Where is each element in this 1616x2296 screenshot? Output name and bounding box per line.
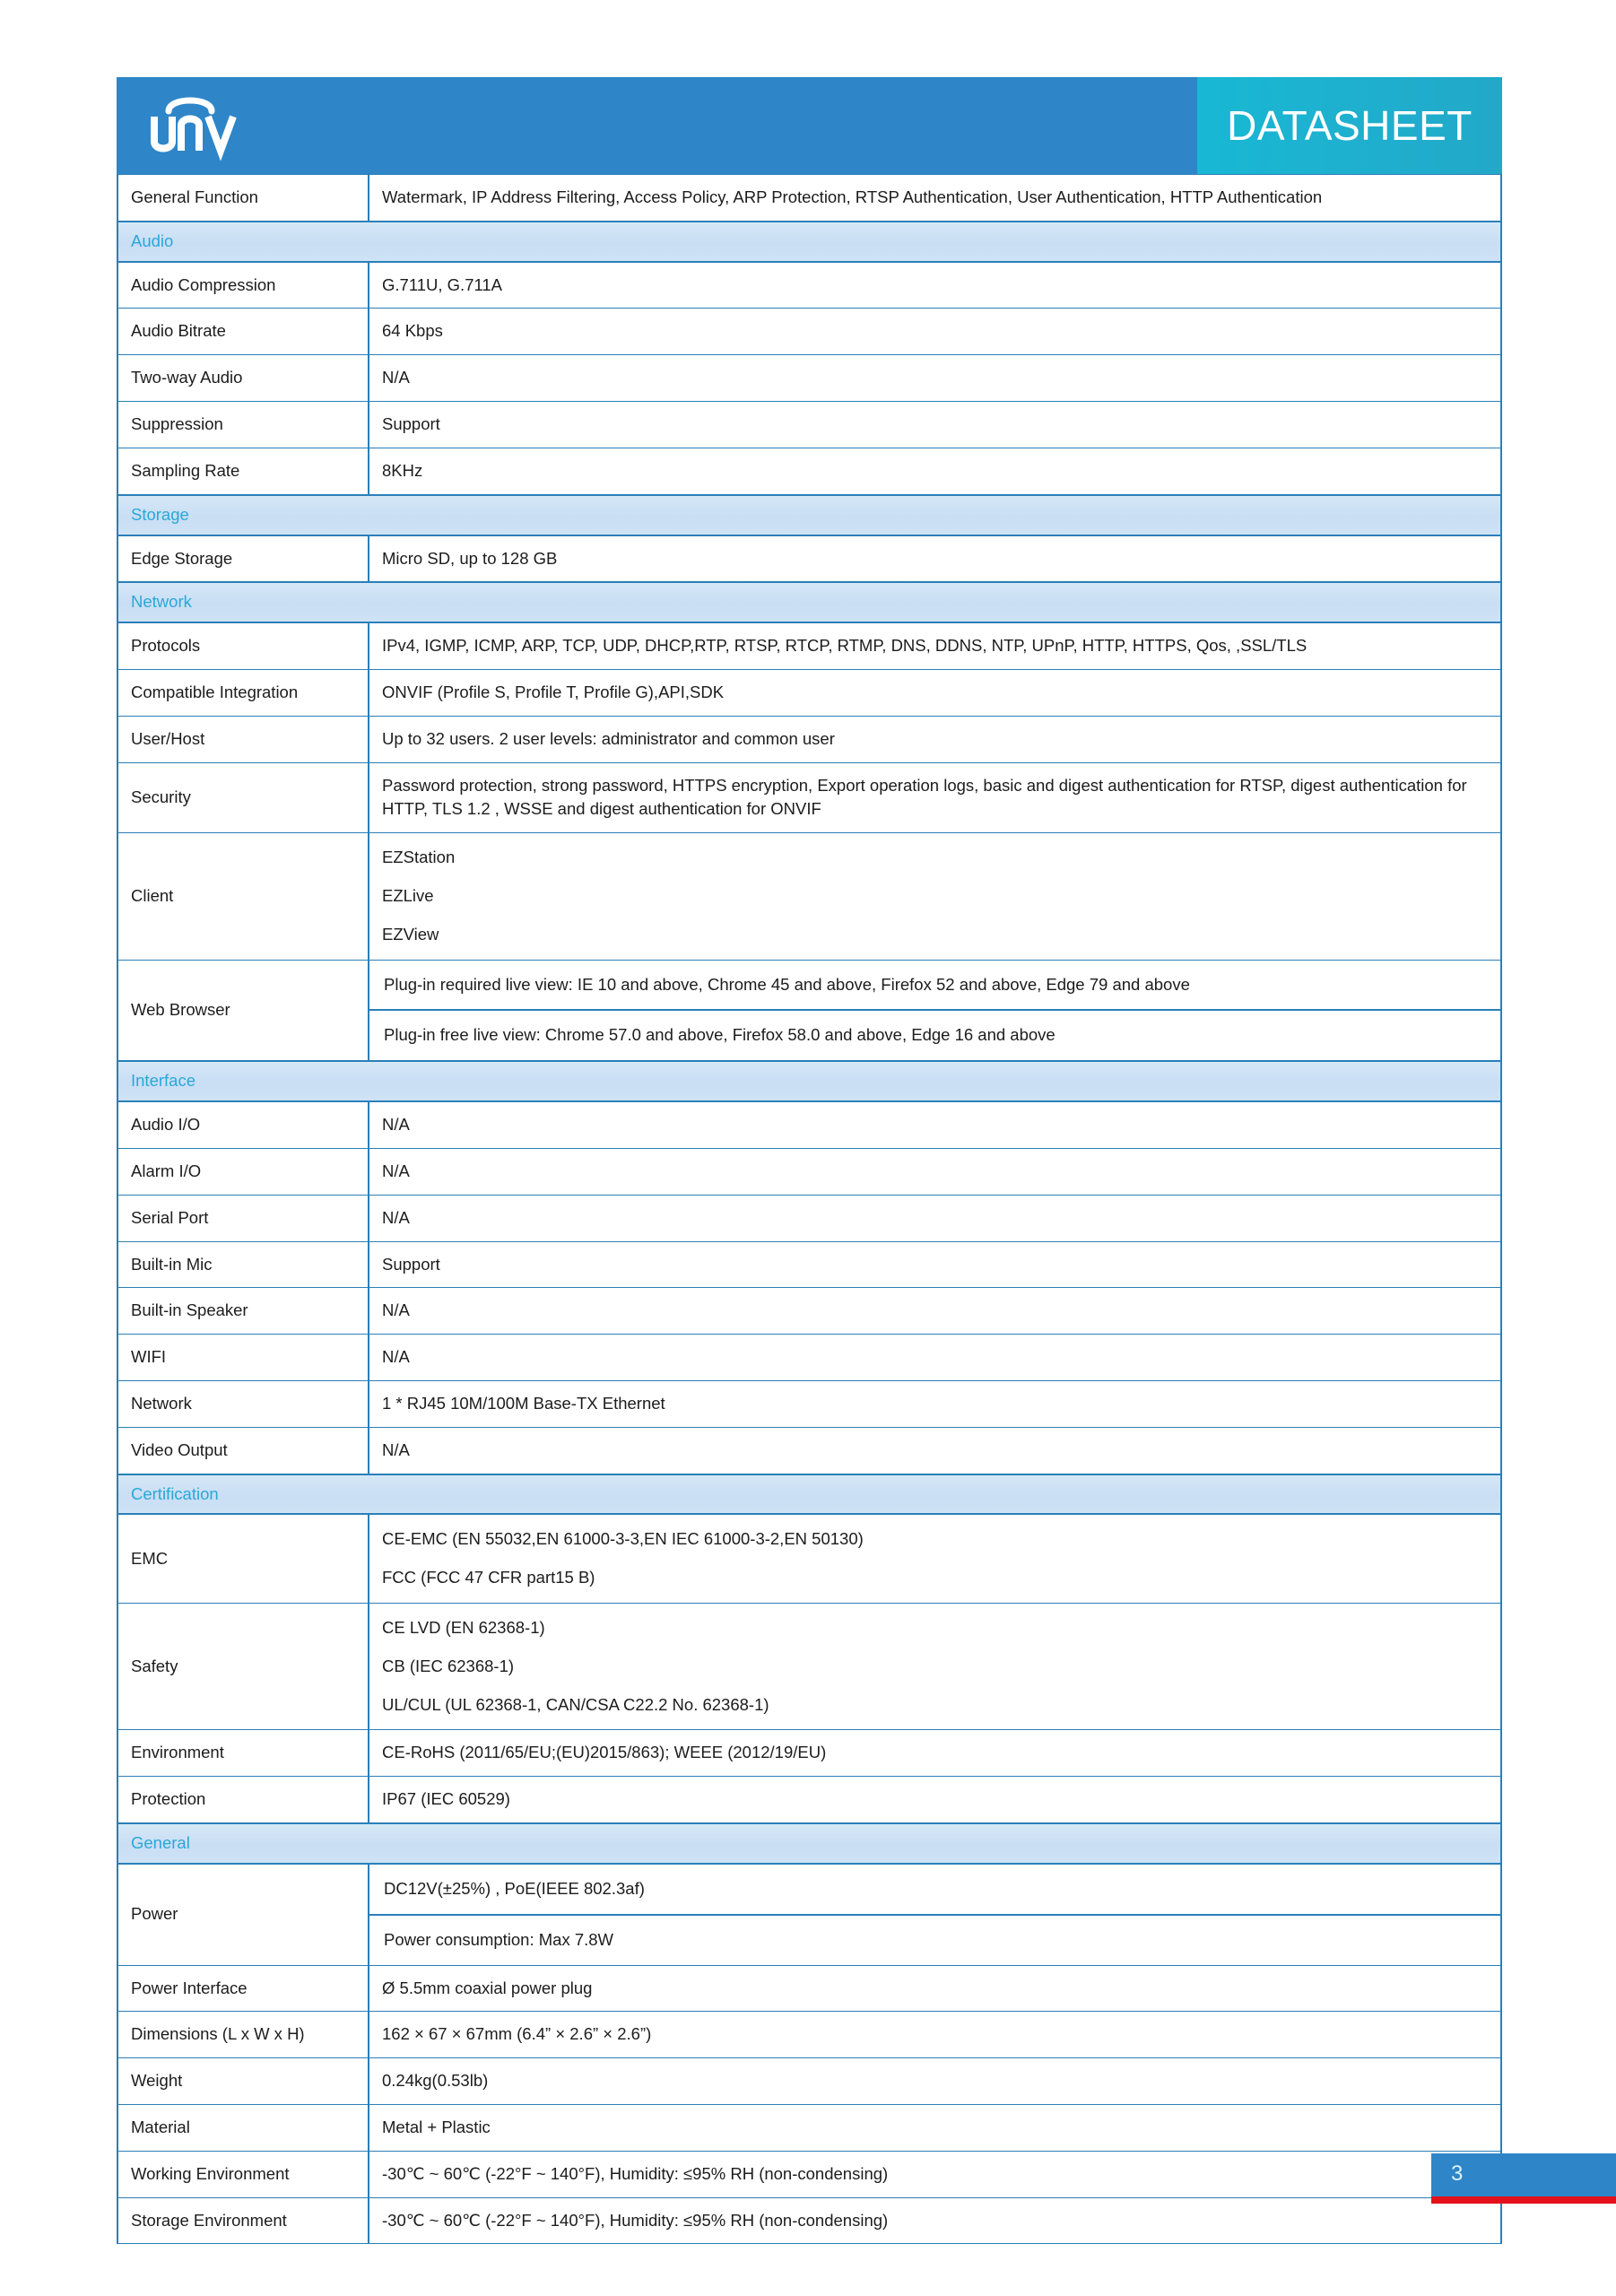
table-row [117, 1195, 1501, 1241]
spec-value: G.711U, G.711A [369, 262, 1501, 309]
spec-value: Up to 32 users. 2 user levels: administrator and common user [369, 716, 1501, 762]
table-row [117, 833, 1501, 960]
table-row [117, 960, 1501, 1061]
spec-value-line: EZLive [382, 886, 434, 905]
spec-value: Support [369, 402, 1501, 448]
table-row [117, 669, 1501, 716]
spec-value: 0.24kg(0.53lb) [369, 2058, 1501, 2105]
spec-label: Material [117, 2104, 369, 2151]
table-row [117, 1864, 1501, 1965]
spec-value: Support [369, 1241, 1501, 1288]
spec-label: Dimensions (L x W x H) [117, 2012, 369, 2058]
section-header-label: Audio [117, 222, 1501, 262]
spec-value-line: CB (IEC 62368-1) [382, 1656, 515, 1675]
spec-label: Alarm I/O [117, 1148, 369, 1195]
table-row [117, 1288, 1501, 1335]
section-header-row [117, 1823, 1501, 1864]
header-brand-area [117, 77, 1197, 174]
spec-value-line: CE-EMC (EN 55032,EN 61000-3-3,EN IEC 61000-3-2,EN 50130) [382, 1529, 864, 1549]
table-row [117, 1148, 1501, 1195]
spec-label: EMC [117, 1514, 369, 1603]
spec-value-line: CE LVD (EN 62368-1) [382, 1618, 545, 1637]
spec-value: IP67 (IEC 60529) [369, 1777, 1501, 1823]
table-row [117, 175, 1501, 222]
table-row [117, 309, 1501, 355]
table-row [117, 1514, 1501, 1603]
spec-value: N/A [369, 1335, 1501, 1381]
table-row [117, 2012, 1501, 2058]
spec-label: Built-in Speaker [117, 1288, 369, 1335]
section-header-row [117, 1474, 1501, 1515]
datasheet-banner [1197, 77, 1502, 174]
page-header [117, 77, 1502, 174]
table-row [117, 622, 1501, 669]
table-row [117, 1965, 1501, 2012]
page-number: 3 [1451, 2161, 1464, 2186]
spec-value: 64 Kbps [369, 309, 1501, 355]
table-row [117, 1730, 1501, 1777]
table-row [117, 2197, 1501, 2244]
spec-value: -30℃ ~ 60℃ (-22°F ~ 140°F), Humidity: ≤95% RH (non-condensing) [369, 2197, 1501, 2244]
spec-value: N/A [369, 1288, 1501, 1335]
spec-label: Power Interface [117, 1965, 369, 2012]
table-row [117, 262, 1501, 309]
spec-value: N/A [369, 1195, 1501, 1241]
table-row [117, 1604, 1501, 1730]
spec-label: WIFI [117, 1335, 369, 1381]
spec-label: Audio Compression [117, 262, 369, 309]
spec-label: General Function [117, 175, 369, 222]
spec-value [369, 960, 1501, 1061]
spec-value-subcell: DC12V(±25%) , PoE(IEEE 802.3af) [369, 1865, 1500, 1916]
spec-value: N/A [369, 355, 1501, 402]
section-header-row [117, 222, 1501, 262]
spec-value: ONVIF (Profile S, Profile T, Profile G),API,SDK [369, 669, 1501, 716]
spec-value-subcell: Plug-in required live view: IE 10 and above, Chrome 45 and above, Firefox 52 and above, Edge 79 and above [369, 961, 1500, 1012]
spec-label: User/Host [117, 716, 369, 762]
table-row [117, 1380, 1501, 1427]
spec-value [369, 1864, 1501, 1965]
spec-value: 1 * RJ45 10M/100M Base-TX Ethernet [369, 1380, 1501, 1427]
table-row [117, 448, 1501, 494]
section-header-row [117, 495, 1501, 535]
spec-value: Password protection, strong password, HTTPS encryption, Export operation logs, basic and digest authentication for RTSP, digest authentication for HTTP, TLS 1.2 , WSSE and digest authentication for ONVIF [369, 762, 1501, 833]
spec-label: Client [117, 833, 369, 960]
table-row [117, 2058, 1501, 2105]
spec-label: Power [117, 1864, 369, 1965]
spec-label: Weight [117, 2058, 369, 2105]
table-row [117, 1335, 1501, 1381]
spec-value-subcell: Plug-in free live view: Chrome 57.0 and above, Firefox 58.0 and above, Edge 16 and above [384, 1025, 1056, 1045]
spec-label: Protocols [117, 622, 369, 669]
spec-label: Working Environment [117, 2151, 369, 2197]
table-row [117, 355, 1501, 402]
spec-value: Watermark, IP Address Filtering, Access Policy, ARP Protection, RTSP Authentication, User Authentication, HTTP Authentication [369, 175, 1501, 222]
footer-red-rule [1431, 2196, 1616, 2204]
spec-label: Compatible Integration [117, 669, 369, 716]
spec-label: Audio Bitrate [117, 309, 369, 355]
spec-value: CE-RoHS (2011/65/EU;(EU)2015/863); WEEE (2012/19/EU) [369, 1730, 1501, 1777]
section-header-row [117, 1061, 1501, 1101]
spec-value: N/A [369, 1101, 1501, 1148]
table-row [117, 762, 1501, 833]
unv-logo-icon [142, 90, 285, 161]
spec-value: 8KHz [369, 448, 1501, 494]
spec-label: Audio I/O [117, 1101, 369, 1148]
table-row [117, 1241, 1501, 1288]
spec-label: Suppression [117, 402, 369, 448]
spec-value: Metal + Plastic [369, 2104, 1501, 2151]
spec-label: Safety [117, 1604, 369, 1730]
spec-label: Protection [117, 1777, 369, 1823]
datasheet-title: DATASHEET [1227, 102, 1473, 149]
spec-value-line: EZStation [382, 848, 456, 867]
spec-value-subcell: Power consumption: Max 7.8W [384, 1929, 614, 1949]
specification-table [117, 174, 1502, 2244]
section-header-label: Certification [117, 1474, 1501, 1515]
table-row [117, 2151, 1501, 2197]
spec-label: Web Browser [117, 960, 369, 1061]
spec-label: Storage Environment [117, 2197, 369, 2244]
section-header-label: Storage [117, 495, 1501, 535]
spec-value [369, 1604, 1501, 1730]
spec-value: -30℃ ~ 60℃ (-22°F ~ 140°F), Humidity: ≤95% RH (non-condensing) [369, 2151, 1501, 2197]
spec-value-line: FCC (FCC 47 CFR part15 B) [382, 1568, 595, 1587]
spec-label: Video Output [117, 1427, 369, 1474]
table-row [117, 1427, 1501, 1474]
spec-label: Sampling Rate [117, 448, 369, 494]
spec-value [369, 833, 1501, 960]
table-row [117, 1101, 1501, 1148]
spec-value: IPv4, IGMP, ICMP, ARP, TCP, UDP, DHCP,RTP, RTSP, RTCP, RTMP, DNS, DDNS, NTP, UPnP, HTTP, HTTPS, Qos, ,SSL/TLS [369, 622, 1501, 669]
table-row [117, 2104, 1501, 2151]
section-header-row [117, 582, 1501, 622]
spec-label: Serial Port [117, 1195, 369, 1241]
section-header-label: General [117, 1823, 1501, 1864]
footer-page-bar [1431, 2153, 1616, 2200]
spec-value: Micro SD, up to 128 GB [369, 535, 1501, 583]
spec-label: Environment [117, 1730, 369, 1777]
spec-label: Built-in Mic [117, 1241, 369, 1288]
section-header-label: Interface [117, 1061, 1501, 1101]
table-row [117, 535, 1501, 583]
spec-label: Two-way Audio [117, 355, 369, 402]
table-row [117, 402, 1501, 448]
table-row [117, 716, 1501, 762]
spec-value-line: EZView [382, 924, 439, 944]
spec-label: Network [117, 1380, 369, 1427]
specification-table-body [117, 175, 1501, 2244]
spec-value: Ø 5.5mm coaxial power plug [369, 1965, 1501, 2012]
spec-value [369, 1514, 1501, 1603]
spec-label: Edge Storage [117, 535, 369, 583]
spec-value: 162 × 67 × 67mm (6.4” × 2.6” × 2.6”) [369, 2012, 1501, 2058]
table-row [117, 1777, 1501, 1823]
section-header-label: Network [117, 582, 1501, 622]
spec-label: Security [117, 762, 369, 833]
spec-value: N/A [369, 1427, 1501, 1474]
spec-value-line: UL/CUL (UL 62368-1, CAN/CSA C22.2 No. 62368-1) [382, 1694, 769, 1714]
spec-value: N/A [369, 1148, 1501, 1195]
